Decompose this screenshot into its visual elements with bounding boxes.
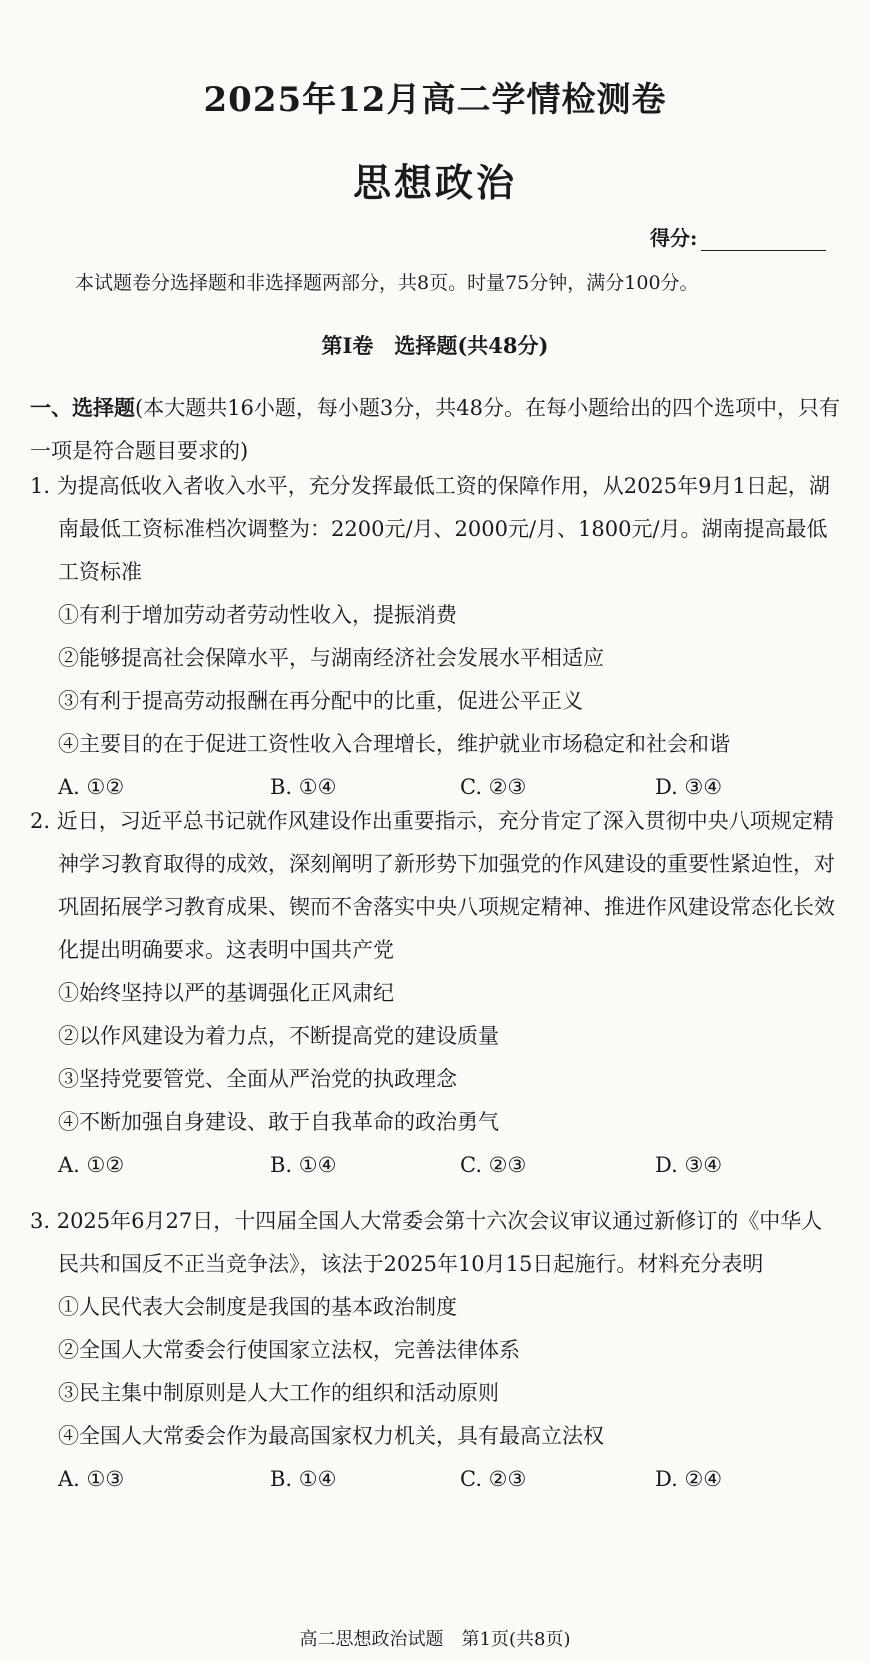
part-heading	[30, 386, 845, 473]
exam-title: 2025年12月高二学情检测卷	[203, 80, 667, 120]
question-3	[30, 1200, 840, 1501]
page-footer: 高二思想政治试题 第1页(共8页)	[299, 1629, 571, 1650]
question-2	[30, 800, 840, 1187]
question-option: ④全国人大常委会作为最高国家权力机关，具有最高立法权	[58, 1424, 604, 1448]
question-option: ③有利于提高劳动报酬在再分配中的比重，促进公平正义	[58, 689, 583, 713]
question-option: ①有利于增加劳动者劳动性收入，提振消费	[58, 603, 457, 627]
choice-c: C. ②③	[460, 1153, 527, 1177]
choice-a: A. ①③	[58, 1467, 125, 1491]
question-option: ③民主集中制原则是人大工作的组织和活动原则	[58, 1381, 499, 1405]
score-blank	[701, 230, 826, 251]
exam-intro: 本试题卷分选择题和非选择题两部分，共8页。时量75分钟，满分100分。	[75, 272, 699, 294]
question-option: ①人民代表大会制度是我国的基本政治制度	[58, 1295, 457, 1319]
question-stem: 2. 近日，习近平总书记就作风建设作出重要指示，充分肯定了深入贯彻中央八项规定精神学习教育取得的成效，深刻阐明了新形势下加强党的作风建设的重要性紧迫性，对巩固拓展学习教育成果、锲而不舍落实中央八项规定精神、推进作风建设常态化长效化提出明确要求。这表明中国共产党	[30, 809, 835, 962]
choice-c: C. ②③	[460, 1467, 527, 1491]
score-field	[650, 222, 840, 252]
choice-a: A. ①②	[58, 775, 125, 799]
choice-d: D. ②④	[655, 1467, 723, 1491]
question-option: ②以作风建设为着力点，不断提高党的建设质量	[58, 1024, 499, 1048]
question-option: ①始终坚持以严的基调强化正风肃纪	[58, 981, 394, 1005]
question-option: ④不断加强自身建设、敢于自我革命的政治勇气	[58, 1110, 499, 1134]
answer-choices	[30, 1144, 840, 1187]
subject-title: 思想政治	[352, 160, 517, 205]
question-stem: 1. 为提高低收入者收入水平，充分发挥最低工资的保障作用，从2025年9月1日起，湖南最低工资标准档次调整为：2200元/月、2000元/月、1800元/月。湖南提高最低工资标准	[30, 474, 830, 584]
question-option: ③坚持党要管党、全面从严治党的执政理念	[58, 1067, 457, 1091]
question-1	[30, 465, 840, 809]
question-option: ④主要目的在于促进工资性收入合理增长，维护就业市场稳定和社会和谐	[58, 732, 730, 756]
choice-d: D. ③④	[655, 1153, 723, 1177]
choice-a: A. ①②	[58, 1153, 125, 1177]
choice-d: D. ③④	[655, 775, 723, 799]
part-instruction: (本大题共16小题，每小题3分，共48分。在每小题给出的四个选项中，只有一项是符合题目要求的)	[30, 396, 840, 463]
question-stem: 3. 2025年6月27日，十四届全国人大常委会第十六次会议审议通过新修订的《中华人民共和国反不正当竞争法》，该法于2025年10月15日起施行。材料充分表明	[30, 1209, 823, 1276]
answer-choices	[30, 1458, 840, 1501]
section-title: 第Ⅰ卷 选择题(共48分)	[321, 333, 549, 358]
question-option: ②全国人大常委会行使国家立法权，完善法律体系	[58, 1338, 520, 1362]
choice-c: C. ②③	[460, 775, 527, 799]
score-label: 得分:	[650, 226, 698, 250]
question-option: ②能够提高社会保障水平，与湖南经济社会发展水平相适应	[58, 646, 604, 670]
choice-b: B. ①④	[270, 1153, 337, 1177]
part-label: 一、选择题	[30, 395, 135, 420]
choice-b: B. ①④	[270, 1467, 337, 1491]
choice-b: B. ①④	[270, 775, 337, 799]
